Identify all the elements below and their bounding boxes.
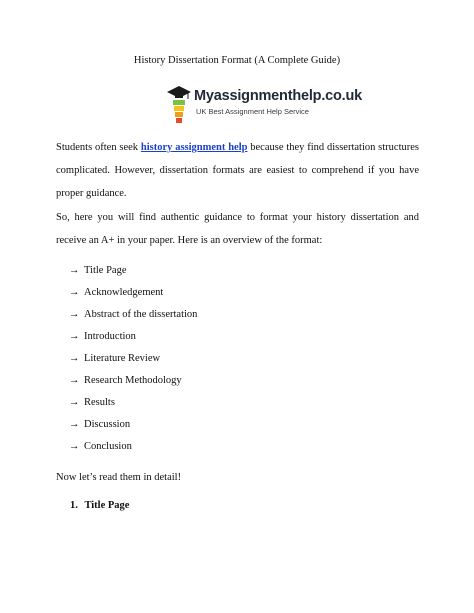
list-item-label: Conclusion bbox=[84, 441, 132, 452]
history-assignment-help-link[interactable]: history assignment help bbox=[140, 142, 248, 153]
right-arrow-icon: → bbox=[69, 287, 80, 298]
list-item bbox=[69, 352, 197, 374]
overview-paragraph: So, here you will find authentic guidance to format your history dissertation and receive an A+ in your paper. Here is an overview of the format: bbox=[56, 212, 419, 246]
list-item bbox=[69, 308, 197, 330]
logo-tagline: UK Best Assignment Help Service bbox=[196, 107, 309, 116]
right-arrow-icon: → bbox=[69, 419, 80, 430]
list-item-label: Title Page bbox=[84, 265, 127, 276]
list-item-label: Introduction bbox=[84, 331, 136, 342]
document-title: History Dissertation Format (A Complete Guide) bbox=[133, 55, 341, 66]
format-overview-list bbox=[69, 264, 197, 462]
intro-paragraph bbox=[56, 136, 419, 205]
list-item-label: Results bbox=[84, 397, 115, 408]
right-arrow-icon: → bbox=[69, 265, 80, 276]
section-title: Title Page bbox=[84, 500, 130, 511]
list-item bbox=[69, 264, 197, 286]
list-item bbox=[69, 418, 197, 440]
list-item bbox=[69, 286, 197, 308]
intro-text-after-link: because they find dissertation structures complicated. However, dissertation formats are easiest to comprehend if you have proper guidance. bbox=[56, 142, 420, 199]
list-item-label: Abstract of the dissertation bbox=[84, 309, 198, 320]
section-heading-title-page bbox=[70, 500, 129, 511]
list-item bbox=[69, 330, 197, 352]
detail-intro-paragraph: Now let’s read them in detail! bbox=[56, 472, 182, 483]
right-arrow-icon: → bbox=[69, 309, 80, 320]
section-number: 1. bbox=[70, 500, 78, 511]
list-item bbox=[69, 396, 197, 418]
right-arrow-icon: → bbox=[69, 397, 80, 408]
logo-name: Myassignmenthelp.co.uk bbox=[194, 88, 363, 104]
right-arrow-icon: → bbox=[69, 331, 80, 342]
list-item-label: Literature Review bbox=[84, 353, 161, 364]
graduation-cap-icon bbox=[166, 84, 192, 124]
list-item bbox=[69, 374, 197, 396]
list-item-label: Discussion bbox=[84, 419, 131, 430]
list-item-label: Research Methodology bbox=[84, 375, 182, 386]
intro-text-before-link: Students often seek bbox=[56, 142, 141, 153]
right-arrow-icon: → bbox=[69, 375, 80, 386]
list-item-label: Acknowledgement bbox=[84, 287, 164, 298]
brand-logo bbox=[166, 84, 363, 124]
list-item bbox=[69, 440, 197, 462]
right-arrow-icon: → bbox=[69, 441, 80, 452]
right-arrow-icon: → bbox=[69, 353, 80, 364]
